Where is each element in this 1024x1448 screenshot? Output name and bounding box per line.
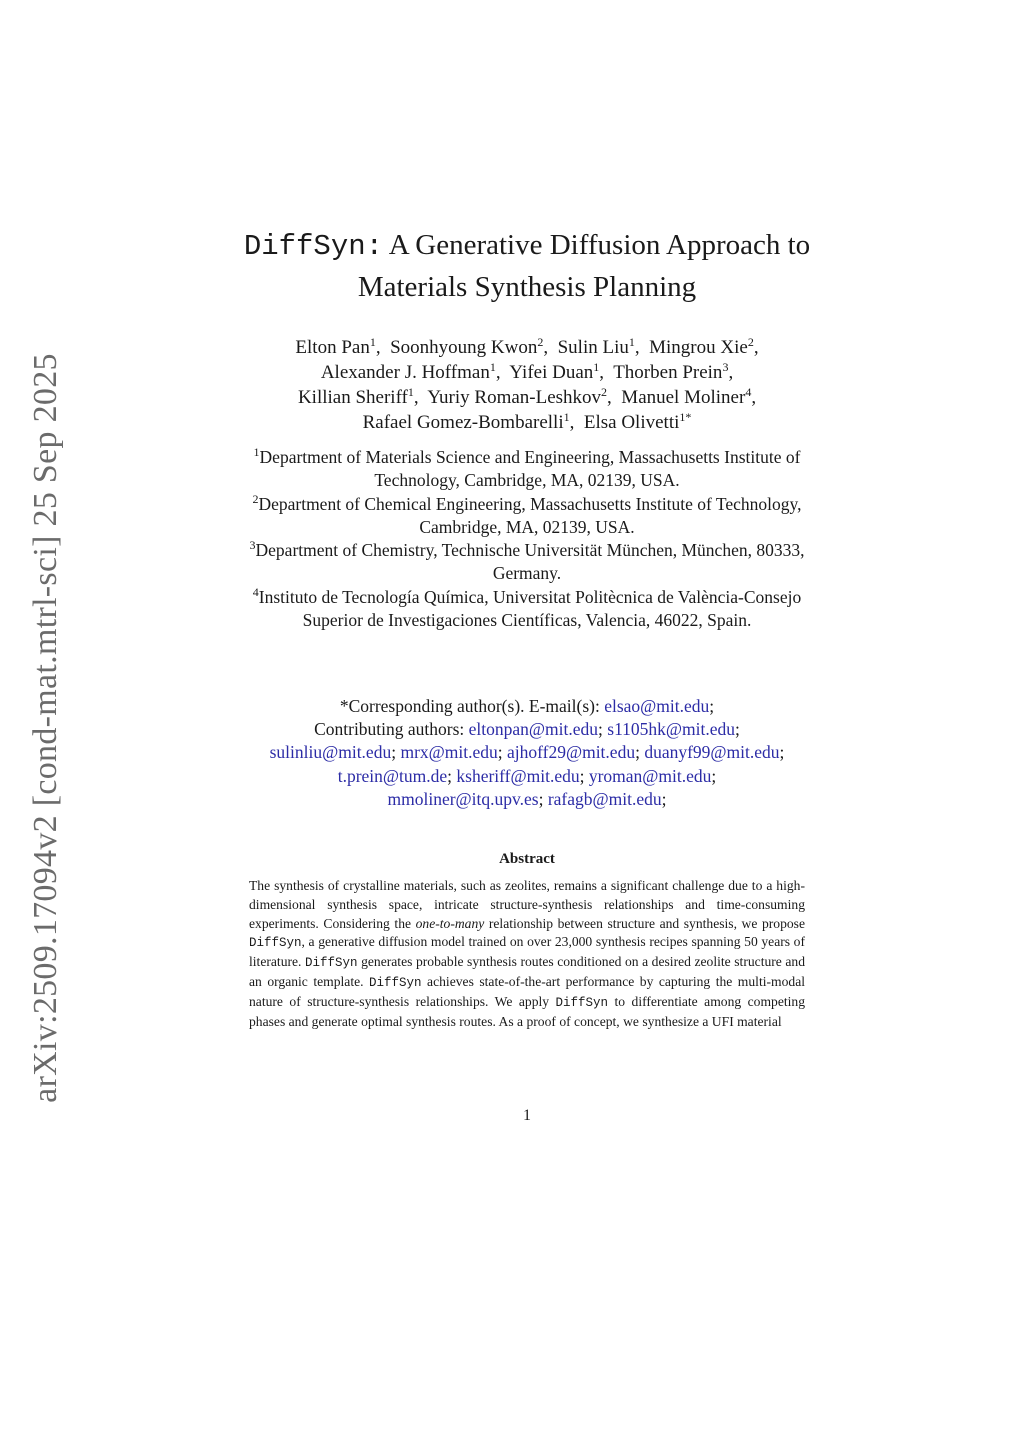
author [558,337,635,358]
author-affil-mark: 2 [537,335,544,349]
affiliation-text: Department of Materials Science and Engineering, Massachusetts Institute of Technology, Cambridge, MA, 02139, USA. [259,447,801,491]
affiliation-mark: 2 [252,491,259,506]
author-name: Elsa Olivetti [583,412,680,433]
abstract-text: achieves state-of-the-art performance by capturing the multi-modal nature of structure-synthesis relationships. We apply [249,973,806,1009]
author-name: Yifei Duan [509,362,594,383]
model-name: DiffSyn [249,936,302,951]
email-link[interactable]: mrx@mit.edu [400,742,498,763]
author-affil-mark: 1 [563,410,570,424]
email-link[interactable]: yroman@mit.edu [588,765,712,786]
author-name: Rafael Gomez-Bombarelli [362,412,564,433]
title-line-1: A Generative Diffusion Approach to [383,229,811,261]
abstract-text: to differentiate among competing phases and generate optimal synthesis routes. As a proof of concept, we synthesize a UFI material [249,993,805,1029]
affiliation [225,446,829,493]
author-name: Manuel Moliner [621,387,746,408]
email-link[interactable]: duanyf99@mit.edu [644,742,780,763]
author [321,362,496,383]
author-affil-mark: 1 [369,335,376,349]
affiliation-mark: 3 [249,538,256,553]
author-name: Elton Pan [295,337,370,358]
author-list: Elton Pan$^1$, Soonhyoung Kwon$^2$, Sulin Liu$^1$, Mingrou Xie$^2$, Alexander J. Hoffman$^1$, Yifei Duan$^1$, Thorben Prein$^3$, Killian Sheriff$^1$, Yuriy Roman-Leshkov$^2$, Manuel Moliner$^4$, Rafael Gomez-Bombarelli$^1$, Elsa Olivetti$^{1*}$ [295,335,759,433]
author-name: Killian Sheriff [297,387,408,408]
author-name: Thorben Prein [613,362,723,383]
email-link[interactable]: ksheriff@mit.edu [456,765,580,786]
title-model-name: DiffSyn: [243,230,384,263]
email-link[interactable]: s1105hk@mit.edu [607,719,736,740]
affiliation [225,586,829,633]
affiliation [225,539,829,586]
affiliation-text: Department of Chemical Engineering, Massachusetts Institute of Technology, Cambridge, MA, 02139, USA. [258,493,802,537]
author-affil-mark: 4 [745,385,752,399]
author-name: Alexander J. Hoffman [320,362,490,383]
abstract-emphasis: one-to-many [415,915,485,931]
author-affil-mark: 1* [679,410,692,424]
author-affil-mark: 2 [601,385,608,399]
author [390,337,543,358]
author-name: Soonhyoung Kwon [390,337,538,358]
affiliation-text: Department of Chemistry, Technische Universität München, München, 80333, Germany. [255,540,805,584]
affiliation-mark: 1 [253,445,260,459]
email-link[interactable]: mmoliner@itq.upv.es [387,788,539,809]
author-affil-mark: 1 [628,335,635,349]
author [427,387,607,408]
author-name: Yuriy Roman-Leshkov [427,387,602,408]
author-affil-mark: 1 [407,385,414,399]
model-name: DiffSyn [369,975,422,990]
model-name: DiffSyn [305,956,358,971]
abstract-text: relationship between structure and synthesis, we propose [484,915,806,931]
author-affil-mark: 3 [722,360,729,374]
email-link[interactable]: eltonpan@mit.edu [468,719,599,740]
author [621,387,751,408]
author [295,337,375,358]
author [298,387,414,408]
paper-title [200,225,854,307]
author [613,362,728,383]
author-name: Sulin Liu [557,337,629,358]
arxiv-side-stamp: arXiv:2509.17094v2 [cond-mat.mtrl-sci] 25 Sep 2025 [27,353,64,1103]
model-name: DiffSyn [555,995,609,1010]
abstract-text: , a generative diffusion model trained on over 23,000 synthesis recipes spanning 50 years of literature. [249,934,805,970]
page-number: 1 [523,1107,531,1124]
author-affil-mark: 2 [747,335,754,349]
author [649,337,754,358]
author-affil-mark: 1 [489,360,496,374]
email-link[interactable]: sulinliu@mit.edu [269,742,392,763]
affiliation-list [225,446,829,632]
author-name: Mingrou Xie [649,337,748,358]
affiliation [225,493,829,540]
contact-block: *Corresponding author(s). E-mail(s): elsao@mit.edu; Contributing authors: eltonpan@mit.edu; s1105hk@mit.edu; sulinliu@mit.edu; mrx@mit.edu; ajhoff29@mit.edu; duanyf99@mit.edu; t.prein@tum.de; ksheriff@mit.edu; yroman@mit.edu; mmoliner@itq.upv.es; rafagb@mit.edu; [269,696,785,809]
author-affil-mark: 1 [593,360,600,374]
abstract-text: The synthesis of crystalline materials, such as zeolites, remains a significant challenge due to a high-dimensional synthesis space, intricate structure-synthesis relationships and time-consuming experiments. Considering the [249,878,805,931]
email-link[interactable]: ajhoff29@mit.edu [507,742,636,763]
abstract-text: generates probable synthesis routes conditioned on a desired zeolite structure and an organic template. [249,954,805,989]
author [363,412,570,433]
author [509,362,599,383]
author [584,412,692,433]
corresponding-label: *Corresponding author(s). E-mail(s): [339,696,600,716]
contributing-label: Contributing authors: [314,719,465,740]
email-link[interactable]: rafagb@mit.edu [547,788,662,809]
email-link[interactable]: elsao@mit.edu [604,696,710,716]
abstract-heading: Abstract [499,851,555,867]
affiliation-text: Instituto de Tecnología Química, Universitat Politècnica de València-Consejo Superior de Investigaciones Científicas, Valencia, 46022, Spain. [258,586,802,631]
title-line-2: Materials Synthesis Planning [357,271,697,303]
affiliation-mark: 4 [252,584,259,599]
email-link[interactable]: t.prein@tum.de [337,765,448,786]
abstract-body [249,877,805,1031]
